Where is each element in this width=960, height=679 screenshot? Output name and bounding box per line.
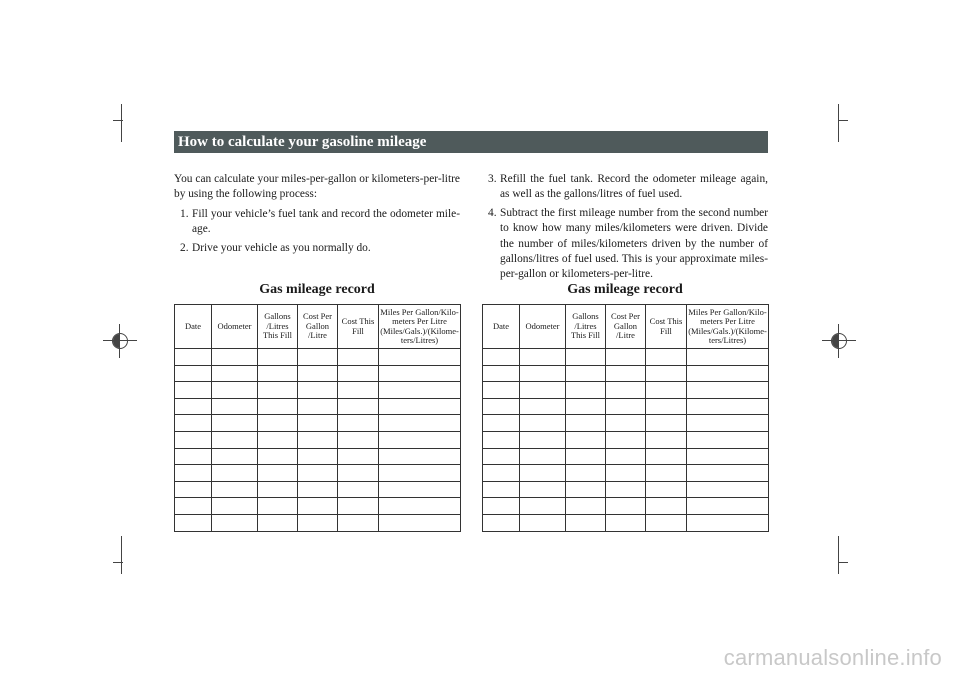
table-cell (687, 349, 769, 366)
table-cell (212, 481, 258, 498)
table-cell (379, 448, 461, 465)
record-title-left: Gas mileage record (259, 282, 375, 297)
column-header: Odometer (212, 305, 258, 349)
table-row (175, 415, 461, 432)
table-cell (338, 514, 379, 531)
column-header: Miles Per Gallon/Kilo-meters Per Litre (Miles/Gals.)/(Kilome-ters/Litres) (687, 305, 769, 349)
table-cell (338, 448, 379, 465)
table-cell (646, 481, 687, 498)
record-title-right: Gas mileage record (567, 282, 683, 297)
table-cell (606, 448, 646, 465)
table-row (483, 481, 769, 498)
table-cell (606, 431, 646, 448)
table-cell (212, 448, 258, 465)
gas-mileage-table-left (174, 304, 461, 532)
table-cell (606, 481, 646, 498)
steps-list-left (174, 207, 460, 256)
table-cell (175, 465, 212, 482)
column-header: Cost This Fill (646, 305, 687, 349)
table-cell (483, 481, 520, 498)
table-cell (338, 431, 379, 448)
table-cell (175, 498, 212, 515)
table-cell (483, 415, 520, 432)
registration-mark-right-icon (831, 333, 847, 349)
table-row (483, 349, 769, 366)
table-row (175, 431, 461, 448)
table-cell (379, 431, 461, 448)
table-cell (298, 398, 338, 415)
table-row (483, 448, 769, 465)
table-cell (258, 398, 298, 415)
table-cell (175, 448, 212, 465)
table-cell (520, 498, 566, 515)
table-row (483, 465, 769, 482)
table-cell (687, 382, 769, 399)
table-cell (258, 448, 298, 465)
table-cell (566, 365, 606, 382)
table-cell (520, 365, 566, 382)
table-cell (298, 465, 338, 482)
table-cell (606, 514, 646, 531)
table-cell (379, 465, 461, 482)
column-header: Cost Per Gallon /Litre (298, 305, 338, 349)
table-cell (687, 365, 769, 382)
table-cell (175, 514, 212, 531)
table-cell (298, 365, 338, 382)
table-cell (687, 431, 769, 448)
table-cell (212, 349, 258, 366)
table-cell (566, 514, 606, 531)
table-cell (520, 431, 566, 448)
steps-list-right (482, 172, 768, 283)
table-cell (379, 481, 461, 498)
table-cell (483, 448, 520, 465)
table-header-row (175, 305, 461, 349)
table-cell (212, 415, 258, 432)
table-cell (687, 415, 769, 432)
table-row (175, 465, 461, 482)
table-cell (298, 431, 338, 448)
left-column (174, 172, 460, 259)
table-cell (566, 349, 606, 366)
watermark-text: carmanualsonline.info (723, 645, 942, 670)
column-header: Cost Per Gallon /Litre (606, 305, 646, 349)
table-header-row (483, 305, 769, 349)
table-cell (258, 514, 298, 531)
table-cell (212, 514, 258, 531)
table-cell (212, 498, 258, 515)
step-item: 2. Drive your vehicle as you normally do. (180, 241, 371, 254)
table-cell (379, 398, 461, 415)
table-cell (687, 398, 769, 415)
table-cell (338, 481, 379, 498)
table-cell (606, 415, 646, 432)
table-cell (379, 415, 461, 432)
table-cell (338, 398, 379, 415)
table-cell (258, 465, 298, 482)
table-cell (646, 415, 687, 432)
table-row (483, 398, 769, 415)
table-cell (338, 365, 379, 382)
table-cell (483, 365, 520, 382)
table-cell (298, 382, 338, 399)
right-column (482, 172, 768, 286)
table-cell (520, 349, 566, 366)
table-row (483, 514, 769, 531)
step-item: 3. Refill the fuel tank. Record the odometer mileage again, as well as the gallons/litres of fuel used. (488, 173, 768, 201)
table-cell (258, 415, 298, 432)
table-cell (646, 431, 687, 448)
table-cell (566, 431, 606, 448)
table-cell (687, 481, 769, 498)
table-cell (606, 498, 646, 515)
table-row (483, 415, 769, 432)
table-cell (606, 465, 646, 482)
table-cell (687, 448, 769, 465)
column-header: Miles Per Gallon/Kilo-meters Per Litre (Miles/Gals.)/(Kilome-ters/Litres) (379, 305, 461, 349)
table-cell (379, 365, 461, 382)
table-cell (566, 415, 606, 432)
table-cell (520, 465, 566, 482)
table-row (175, 365, 461, 382)
table-row (175, 498, 461, 515)
section-title: How to calculate your gasoline mileage (174, 131, 768, 153)
table-cell (212, 365, 258, 382)
table-cell (483, 465, 520, 482)
column-header: Date (175, 305, 212, 349)
table-cell (175, 398, 212, 415)
table-cell (566, 382, 606, 399)
table-cell (298, 498, 338, 515)
table-cell (379, 514, 461, 531)
table-cell (338, 382, 379, 399)
table-cell (646, 398, 687, 415)
table-cell (520, 398, 566, 415)
table-cell (338, 465, 379, 482)
table-cell (258, 365, 298, 382)
table-cell (606, 398, 646, 415)
table-cell (520, 514, 566, 531)
table-cell (646, 349, 687, 366)
table-cell (566, 465, 606, 482)
table-row (175, 481, 461, 498)
table-cell (298, 514, 338, 531)
table-row (483, 498, 769, 515)
table-cell (379, 349, 461, 366)
table-cell (687, 465, 769, 482)
table-cell (646, 382, 687, 399)
table-cell (258, 498, 298, 515)
table-cell (566, 448, 606, 465)
table-cell (687, 498, 769, 515)
table-cell (566, 481, 606, 498)
table-cell (646, 365, 687, 382)
table-cell (175, 349, 212, 366)
table-cell (606, 349, 646, 366)
registration-mark-left-icon (112, 333, 128, 349)
table-row (175, 382, 461, 399)
table-cell (338, 415, 379, 432)
table-cell (212, 465, 258, 482)
table-cell (298, 415, 338, 432)
table-cell (175, 431, 212, 448)
table-cell (175, 415, 212, 432)
table-cell (520, 415, 566, 432)
table-cell (646, 514, 687, 531)
column-header: Gallons /Litres This Fill (566, 305, 606, 349)
table-cell (298, 448, 338, 465)
table-cell (258, 382, 298, 399)
table-cell (212, 431, 258, 448)
table-cell (298, 481, 338, 498)
table-cell (483, 398, 520, 415)
table-cell (566, 398, 606, 415)
table-cell (212, 398, 258, 415)
table-cell (483, 349, 520, 366)
table-row (175, 448, 461, 465)
table-cell (687, 514, 769, 531)
table-cell (379, 382, 461, 399)
table-cell (258, 431, 298, 448)
table-cell (483, 431, 520, 448)
table-cell (379, 498, 461, 515)
table-cell (483, 514, 520, 531)
column-header: Cost This Fill (338, 305, 379, 349)
intro-paragraph: You can calculate your miles-per-gallon or kilometers-per-litre by using the following process: (174, 173, 460, 201)
gas-mileage-table-right (482, 304, 769, 532)
column-header: Gallons /Litres This Fill (258, 305, 298, 349)
table-cell (338, 498, 379, 515)
table-cell (646, 448, 687, 465)
table-cell (175, 382, 212, 399)
table-cell (646, 498, 687, 515)
table-cell (258, 349, 298, 366)
table-body-left (175, 349, 461, 532)
table-body-right (483, 349, 769, 532)
column-header: Odometer (520, 305, 566, 349)
table-cell (483, 382, 520, 399)
table-cell (298, 349, 338, 366)
table-cell (606, 382, 646, 399)
table-cell (483, 498, 520, 515)
table-row (483, 431, 769, 448)
table-row (483, 365, 769, 382)
table-row (175, 398, 461, 415)
table-cell (520, 448, 566, 465)
table-row (483, 382, 769, 399)
table-cell (212, 382, 258, 399)
step-item: 1. Fill your vehicle’s fuel tank and record the odometer mile-age. (180, 207, 460, 236)
table-cell (646, 465, 687, 482)
table-row (175, 514, 461, 531)
table-cell (520, 481, 566, 498)
table-cell (175, 365, 212, 382)
step-item: 4. Subtract the first mileage number from the second number to know how many miles/kilometers were driven. Divide the number of miles/kilometers driven by the number of gallons/litres of fuel used. This is your approximate miles-per-gallon or kilometers-per-litre. (488, 206, 768, 281)
table-cell (566, 498, 606, 515)
table-cell (606, 365, 646, 382)
table-row (175, 349, 461, 366)
table-cell (338, 349, 379, 366)
column-header: Date (483, 305, 520, 349)
table-cell (175, 481, 212, 498)
table-cell (258, 481, 298, 498)
table-cell (520, 382, 566, 399)
